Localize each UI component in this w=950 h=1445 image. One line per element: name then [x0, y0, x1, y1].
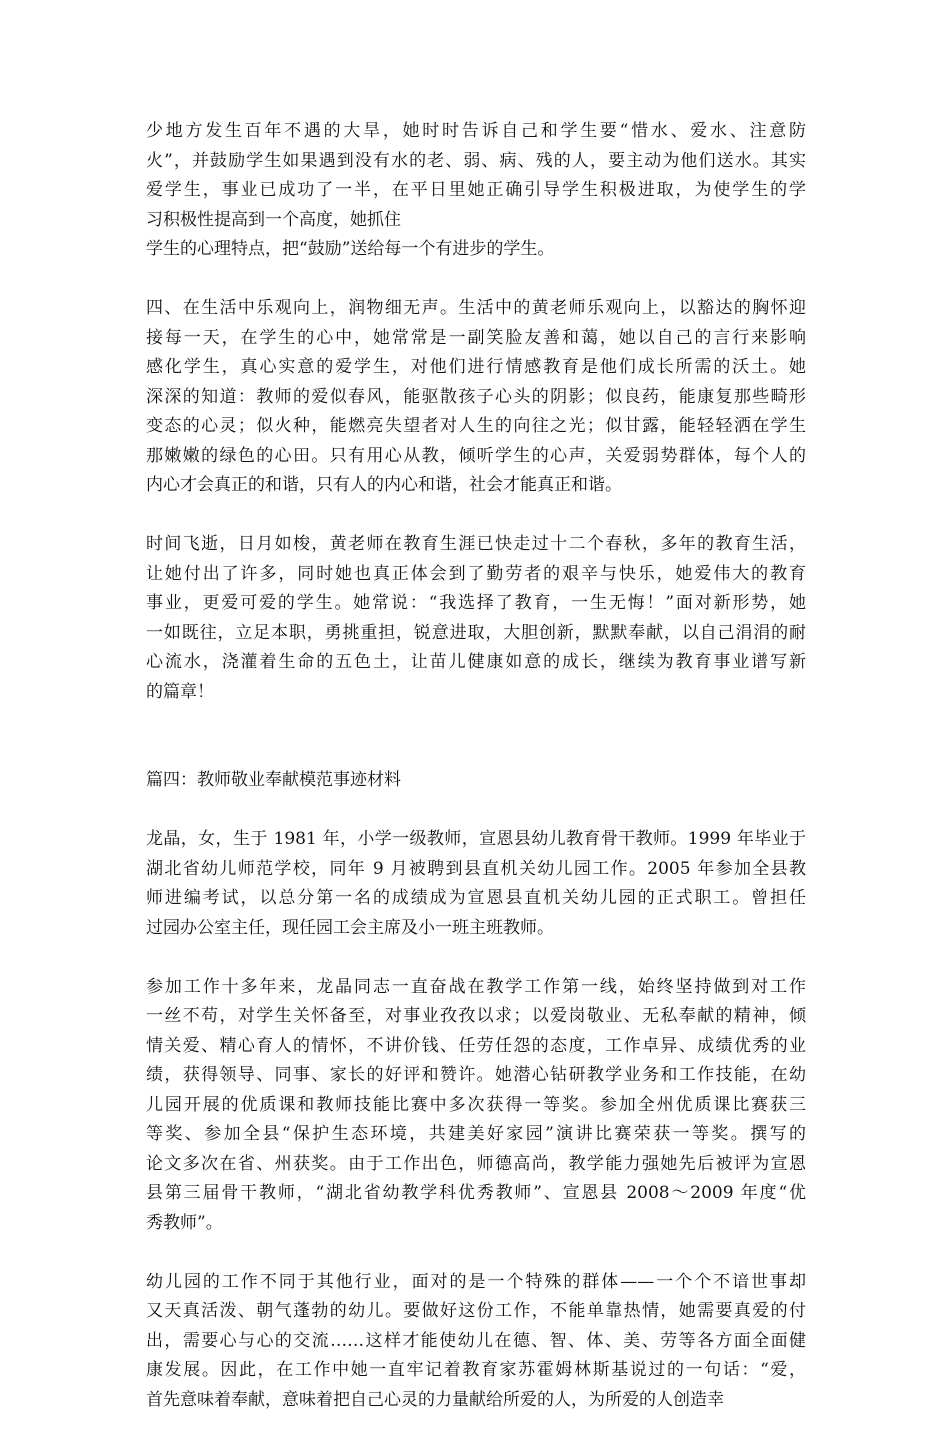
paragraph: [146, 825, 806, 943]
text-line: 龙晶，女，生于 1981 年，小学一级教师，宣恩县幼儿教育骨干教师。1999 年毕业于: [146, 829, 806, 849]
text-line: 幼儿园的工作不同于其他行业，面对的是一个特殊的群体——一个个不谙世事却: [146, 1271, 806, 1292]
text-line: 内心才会真正的和谐，只有人的内心和谐，社会才能真正和谐。: [146, 475, 622, 495]
text-line: 变态的心灵；似火种，能燃亮失望者对人生的向往之光；似甘露，能轻轻洒在学生: [146, 416, 806, 436]
text-line: 儿园开展的优质课和教师技能比赛中多次获得一等奖。参加全州优质课比赛获三: [146, 1094, 806, 1115]
text-line: 爱学生，事业已成功了一半，在平日里她正确引导学生积极进取，为使学生的学: [146, 180, 806, 200]
text-line: 首先意味着奉献，意味着把自己心灵的力量献给所爱的人，为所爱的人创造幸: [146, 1389, 724, 1410]
spacer: [146, 737, 806, 767]
text-line: 火”，并鼓励学生如果遇到没有水的老、弱、病、残的人，要主动为他们送水。其实: [146, 150, 806, 171]
text-line: 心流水，浇灌着生命的五色土，让苗儿健康如意的成长，继续为教育事业谱写新: [146, 652, 806, 672]
paragraph: [146, 1268, 806, 1416]
paragraph: [146, 117, 806, 265]
text-line: 出，需要心与心的交流……这样才能使幼儿在德、智、体、美、劳等各方面全面健: [146, 1330, 806, 1351]
paragraph: [146, 294, 806, 501]
text-line: 习积极性提高到一个高度，她抓住: [146, 209, 401, 230]
text-line: 县第三届骨干教师，“湖北省幼教学科优秀教师”、宣恩县 2008～2009 年度“优: [146, 1183, 806, 1203]
text-line: 四、在生活中乐观向上，润物细无声。生活中的黄老师乐观向上，以豁达的胸怀迎: [146, 298, 806, 318]
text-line: 参加工作十多年来，龙晶同志一直奋战在教学工作第一线，始终坚持做到对工作: [146, 976, 806, 997]
body-section-1: [146, 117, 806, 707]
text-line: 那嫩嫩的绿色的心田。只有用心从教，倾听学生的心声，关爱弱势群体，每个人的: [146, 445, 806, 466]
text-line: 等奖、参加全县“保护生态环境，共建美好家园”演讲比赛荣获一等奖。撰写的: [146, 1124, 806, 1144]
text-line: 康发展。因此，在工作中她一直牢记着教育家苏霍姆林斯基说过的一句话：“爱，: [146, 1360, 806, 1380]
text-line: 秀教师”。: [146, 1212, 223, 1233]
text-line: 让她付出了许多，同时她也真正体会到了勤劳者的艰辛与快乐，她爱伟大的教育: [146, 563, 806, 584]
text-line: 过园办公室主任，现任园工会主席及小一班主班教师。: [146, 917, 554, 938]
text-line: 情关爱、精心育人的情怀，不讲价钱、任劳任怨的态度，工作卓异、成绩优秀的业: [146, 1035, 806, 1056]
paragraph: [146, 530, 806, 707]
text-line: 事业，更爱可爱的学生。她常说：“我选择了教育，一生无悔！”面对新形势，她: [146, 593, 806, 613]
text-line: 一如既往，立足本职，勇挑重担，锐意进取，大胆创新，默默奉献，以自己涓涓的耐: [146, 622, 806, 643]
text-line: 师进编考试，以总分第一名的成绩成为宣恩县直机关幼儿园的正式职工。曾担任: [146, 888, 806, 908]
text-line: 接每一天，在学生的心中，她常常是一副笑脸友善和蔼，她以自己的言行来影响: [146, 327, 806, 348]
text-line: 又天真活泼、朝气蓬勃的幼儿。要做好这份工作，不能单靠热情，她需要真爱的付: [146, 1301, 806, 1321]
text-line: 湖北省幼儿师范学校，同年 9 月被聘到县直机关幼儿园工作。2005 年参加全县教: [146, 858, 806, 879]
text-line: 绩，获得领导、同事、家长的好评和赞许。她潜心钻研教学业务和工作技能，在幼: [146, 1065, 806, 1085]
text-line: 深深的知道：教师的爱似春风，能驱散孩子心头的阴影；似良药，能康复那些畸形: [146, 386, 806, 407]
text-line: 时间飞逝，日月如梭，黄老师在教育生涯已快走过十二个春秋，多年的教育生活，: [146, 534, 806, 554]
paragraph: [146, 973, 806, 1239]
text-line: 的篇章！: [146, 681, 214, 702]
text-line: 一丝不苟，对学生关怀备至，对事业孜孜以求；以爱岗敬业、无私奉献的精神，倾: [146, 1006, 806, 1026]
body-section-2: [146, 825, 806, 1415]
text-line: 感化学生，真心实意的爱学生，对他们进行情感教育是他们成长所需的沃土。她: [146, 357, 806, 377]
text-line: 少地方发生百年不遇的大旱，她时时告诉自己和学生要“惜水、爱水、注意防: [146, 121, 806, 141]
text-line: 论文多次在省、州获奖。由于工作出色，师德高尚，教学能力强她先后被评为宣恩: [146, 1153, 806, 1174]
document-page: [146, 117, 806, 1445]
text-line: 学生的心理特点，把“鼓励”送给每一个有进步的学生。: [146, 239, 555, 259]
section-heading: 篇四：教师敬业奉献模范事迹材料: [146, 770, 401, 790]
